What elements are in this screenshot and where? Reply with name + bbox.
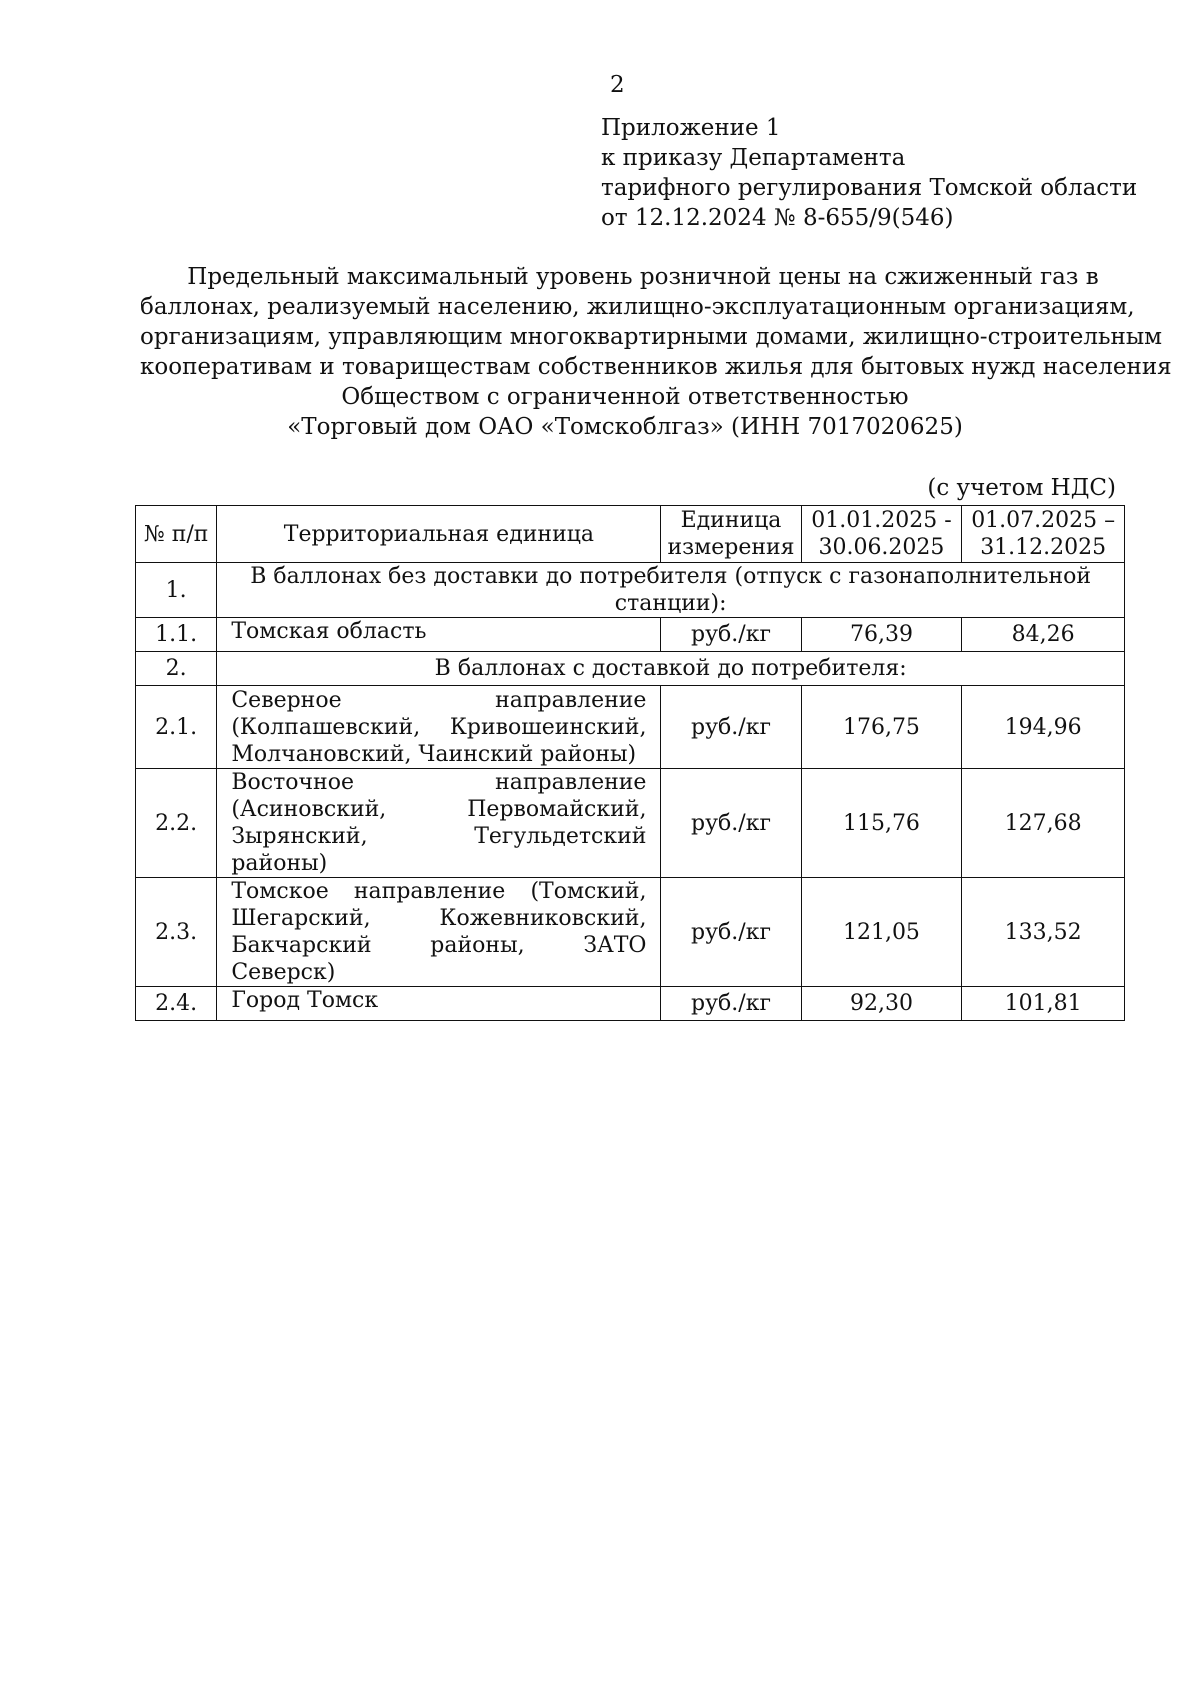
section-num: 1. <box>136 563 217 618</box>
table-row <box>136 878 1125 987</box>
appendix-reference <box>601 113 1137 233</box>
appendix-line: Приложение 1 <box>601 115 781 141</box>
title-line: «Торговый дом ОАО «Томскоблгаз» (ИНН 7017020625) <box>287 414 963 440</box>
section-label: В баллонах без доставки до потребителя (отпуск с газонаполнительной станции): <box>217 563 1125 618</box>
vat-note: (с учетом НДС) <box>927 475 1116 501</box>
row-price-period2: 133,52 <box>962 878 1125 987</box>
row-territory: Томское направление (Томский, Шегарский, Кожевниковский, Бакчарский районы, ЗАТО Северск) <box>217 878 661 987</box>
title-line: кооперативам и товариществам собственников жилья для бытовых нужд населения <box>140 354 1172 380</box>
row-territory: Город Томск <box>217 987 661 1021</box>
price-table <box>135 505 1125 1021</box>
row-unit: руб./кг <box>661 878 801 987</box>
row-num: 1.1. <box>136 618 217 652</box>
header-unit: Единица измерения <box>661 506 801 563</box>
header-territory: Территориальная единица <box>217 506 661 563</box>
row-price-period2: 101,81 <box>962 987 1125 1021</box>
row-price-period2: 84,26 <box>962 618 1125 652</box>
table-row <box>136 618 1125 652</box>
title-line: Обществом с ограниченной ответственностью <box>341 384 909 410</box>
section-num: 2. <box>136 652 217 686</box>
row-price-period1: 92,30 <box>801 987 962 1021</box>
row-unit: руб./кг <box>661 618 801 652</box>
row-price-period1: 176,75 <box>801 686 962 769</box>
table-row <box>136 769 1125 878</box>
appendix-line: от 12.12.2024 № 8-655/9(546) <box>601 205 954 231</box>
row-price-period1: 115,76 <box>801 769 962 878</box>
appendix-line: тарифного регулирования Томской области <box>601 175 1138 201</box>
row-unit: руб./кг <box>661 769 801 878</box>
document-title <box>140 262 1172 442</box>
row-unit: руб./кг <box>661 987 801 1021</box>
row-price-period2: 194,96 <box>962 686 1125 769</box>
title-line: организациям, управляющим многоквартирными домами, жилищно-строительным <box>140 324 1163 350</box>
header-period1: 01.01.2025 - 30.06.2025 <box>801 506 962 563</box>
section-row <box>136 652 1125 686</box>
row-num: 2.1. <box>136 686 217 769</box>
title-line: Предельный максимальный уровень розничной цены на сжиженный газ в <box>187 264 1099 290</box>
title-line: баллонах, реализуемый населению, жилищно-эксплуатационным организациям, <box>140 294 1135 320</box>
row-territory: Томская область <box>217 618 661 652</box>
appendix-line: к приказу Департамента <box>601 145 906 171</box>
row-price-period1: 76,39 <box>801 618 962 652</box>
row-price-period2: 127,68 <box>962 769 1125 878</box>
table-header-row <box>136 506 1125 563</box>
table-row <box>136 686 1125 769</box>
header-num-text: № п/п <box>143 521 209 547</box>
page-number: 2 <box>610 72 625 98</box>
row-num: 2.4. <box>136 987 217 1021</box>
row-territory: Северное направление (Колпашевский, Кривошеинский, Молчановский, Чаинский районы) <box>217 686 661 769</box>
row-price-period1: 121,05 <box>801 878 962 987</box>
row-unit: руб./кг <box>661 686 801 769</box>
table-row <box>136 987 1125 1021</box>
row-num: 2.2. <box>136 769 217 878</box>
row-num: 2.3. <box>136 878 217 987</box>
header-period2: 01.07.2025 – 31.12.2025 <box>962 506 1125 563</box>
section-label: В баллонах с доставкой до потребителя: <box>217 652 1125 686</box>
section-row <box>136 563 1125 618</box>
header-num <box>136 506 217 563</box>
row-territory: Восточное направление (Асиновский, Первомайский, Зырянский, Тегульдетский районы) <box>217 769 661 878</box>
